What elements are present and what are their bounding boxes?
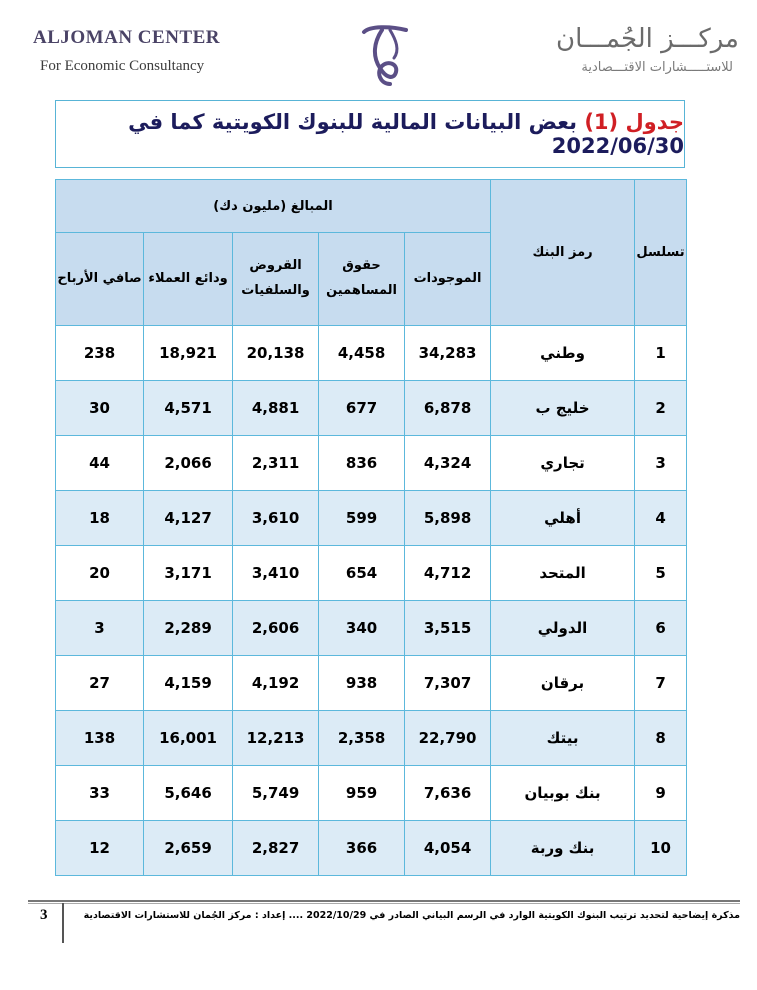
aljoman-logo-icon — [360, 22, 412, 88]
cell-seq: 2 — [635, 381, 687, 436]
table-title-text: بعض البيانات المالية للبنوك الكويتية كما في 2022/06/30 — [128, 110, 684, 158]
cell-seq: 7 — [635, 656, 687, 711]
cell-bank: المتحد — [491, 546, 635, 601]
cell-loans: 12,213 — [233, 711, 319, 766]
cell-profit: 33 — [56, 766, 144, 821]
cell-seq: 10 — [635, 821, 687, 876]
footer-text: مذكرة إيضاحية لتحديد ترتيب البنوك الكويتية الوارد في الرسم البياني الصادر في 2022/10/29 .... إعداد : مركز الجُمان للاستشارات الاقتصادية — [83, 910, 740, 921]
header-loans: القروض والسلفيات — [233, 233, 319, 326]
cell-deposits: 5,646 — [144, 766, 233, 821]
cell-bank: تجاري — [491, 436, 635, 491]
table-row — [56, 436, 687, 491]
cell-profit: 27 — [56, 656, 144, 711]
cell-seq: 1 — [635, 326, 687, 381]
header-ar-title: مركـــز الجُمـــان — [556, 24, 739, 54]
cell-profit: 44 — [56, 436, 144, 491]
cell-profit: 3 — [56, 601, 144, 656]
cell-bank: بنك بوبيان — [491, 766, 635, 821]
bank-data-table — [55, 179, 687, 876]
cell-equity: 366 — [319, 821, 405, 876]
cell-deposits: 2,659 — [144, 821, 233, 876]
cell-equity: 4,458 — [319, 326, 405, 381]
cell-profit: 18 — [56, 491, 144, 546]
cell-deposits: 4,159 — [144, 656, 233, 711]
header-profit: صافي الأرباح — [56, 233, 144, 326]
header-amounts-group: المبالغ (مليون دك) — [56, 180, 491, 233]
cell-bank: الدولي — [491, 601, 635, 656]
cell-assets: 7,636 — [405, 766, 491, 821]
cell-loans: 3,610 — [233, 491, 319, 546]
header-ar-subtitle: للاستـــــشارات الاقتـــصادية — [581, 60, 733, 75]
cell-bank: خليج ب — [491, 381, 635, 436]
header-bank: رمز البنك — [491, 180, 635, 326]
cell-seq: 6 — [635, 601, 687, 656]
header-en-subtitle: For Economic Consultancy — [40, 58, 205, 74]
table-row — [56, 491, 687, 546]
cell-equity: 938 — [319, 656, 405, 711]
cell-assets: 4,054 — [405, 821, 491, 876]
cell-assets: 5,898 — [405, 491, 491, 546]
cell-loans: 2,606 — [233, 601, 319, 656]
cell-loans: 4,881 — [233, 381, 319, 436]
cell-loans: 3,410 — [233, 546, 319, 601]
table-row — [56, 546, 687, 601]
cell-deposits: 2,289 — [144, 601, 233, 656]
header-seq: تسلسل — [635, 180, 687, 326]
table-row — [56, 381, 687, 436]
cell-bank: وطني — [491, 326, 635, 381]
cell-profit: 138 — [56, 711, 144, 766]
cell-assets: 22,790 — [405, 711, 491, 766]
cell-loans: 2,311 — [233, 436, 319, 491]
table-title-number: جدول (1) — [584, 110, 684, 134]
table-row — [56, 711, 687, 766]
footer-divider-thin — [28, 903, 740, 904]
cell-equity: 836 — [319, 436, 405, 491]
cell-assets: 3,515 — [405, 601, 491, 656]
table-title — [56, 110, 684, 158]
page-number: 3 — [40, 907, 48, 923]
cell-deposits: 3,171 — [144, 546, 233, 601]
table-row — [56, 821, 687, 876]
cell-profit: 20 — [56, 546, 144, 601]
cell-assets: 7,307 — [405, 656, 491, 711]
cell-equity: 654 — [319, 546, 405, 601]
cell-assets: 4,712 — [405, 546, 491, 601]
cell-deposits: 2,066 — [144, 436, 233, 491]
header-deposits: ودائع العملاء — [144, 233, 233, 326]
cell-equity: 599 — [319, 491, 405, 546]
cell-bank: بنك وربة — [491, 821, 635, 876]
cell-loans: 2,827 — [233, 821, 319, 876]
cell-deposits: 16,001 — [144, 711, 233, 766]
cell-loans: 4,192 — [233, 656, 319, 711]
table-row — [56, 766, 687, 821]
cell-seq: 8 — [635, 711, 687, 766]
table-row — [56, 326, 687, 381]
cell-deposits: 4,571 — [144, 381, 233, 436]
table-row — [56, 601, 687, 656]
cell-loans: 5,749 — [233, 766, 319, 821]
cell-equity: 959 — [319, 766, 405, 821]
cell-loans: 20,138 — [233, 326, 319, 381]
cell-assets: 4,324 — [405, 436, 491, 491]
cell-assets: 6,878 — [405, 381, 491, 436]
header-equity: حقوق المساهمين — [319, 233, 405, 326]
cell-seq: 5 — [635, 546, 687, 601]
header-en-title: ALJOMAN CENTER — [33, 27, 220, 48]
cell-deposits: 18,921 — [144, 326, 233, 381]
cell-profit: 12 — [56, 821, 144, 876]
cell-seq: 9 — [635, 766, 687, 821]
cell-profit: 30 — [56, 381, 144, 436]
footer-page-separator — [62, 903, 64, 943]
table-row — [56, 656, 687, 711]
header-assets: الموجودات — [405, 233, 491, 326]
cell-equity: 677 — [319, 381, 405, 436]
cell-equity: 340 — [319, 601, 405, 656]
cell-bank: أهلي — [491, 491, 635, 546]
cell-bank: بيتك — [491, 711, 635, 766]
cell-equity: 2,358 — [319, 711, 405, 766]
table-title-box — [55, 100, 685, 168]
cell-deposits: 4,127 — [144, 491, 233, 546]
cell-profit: 238 — [56, 326, 144, 381]
cell-assets: 34,283 — [405, 326, 491, 381]
cell-bank: برقان — [491, 656, 635, 711]
footer-divider — [28, 900, 740, 902]
cell-seq: 3 — [635, 436, 687, 491]
cell-seq: 4 — [635, 491, 687, 546]
